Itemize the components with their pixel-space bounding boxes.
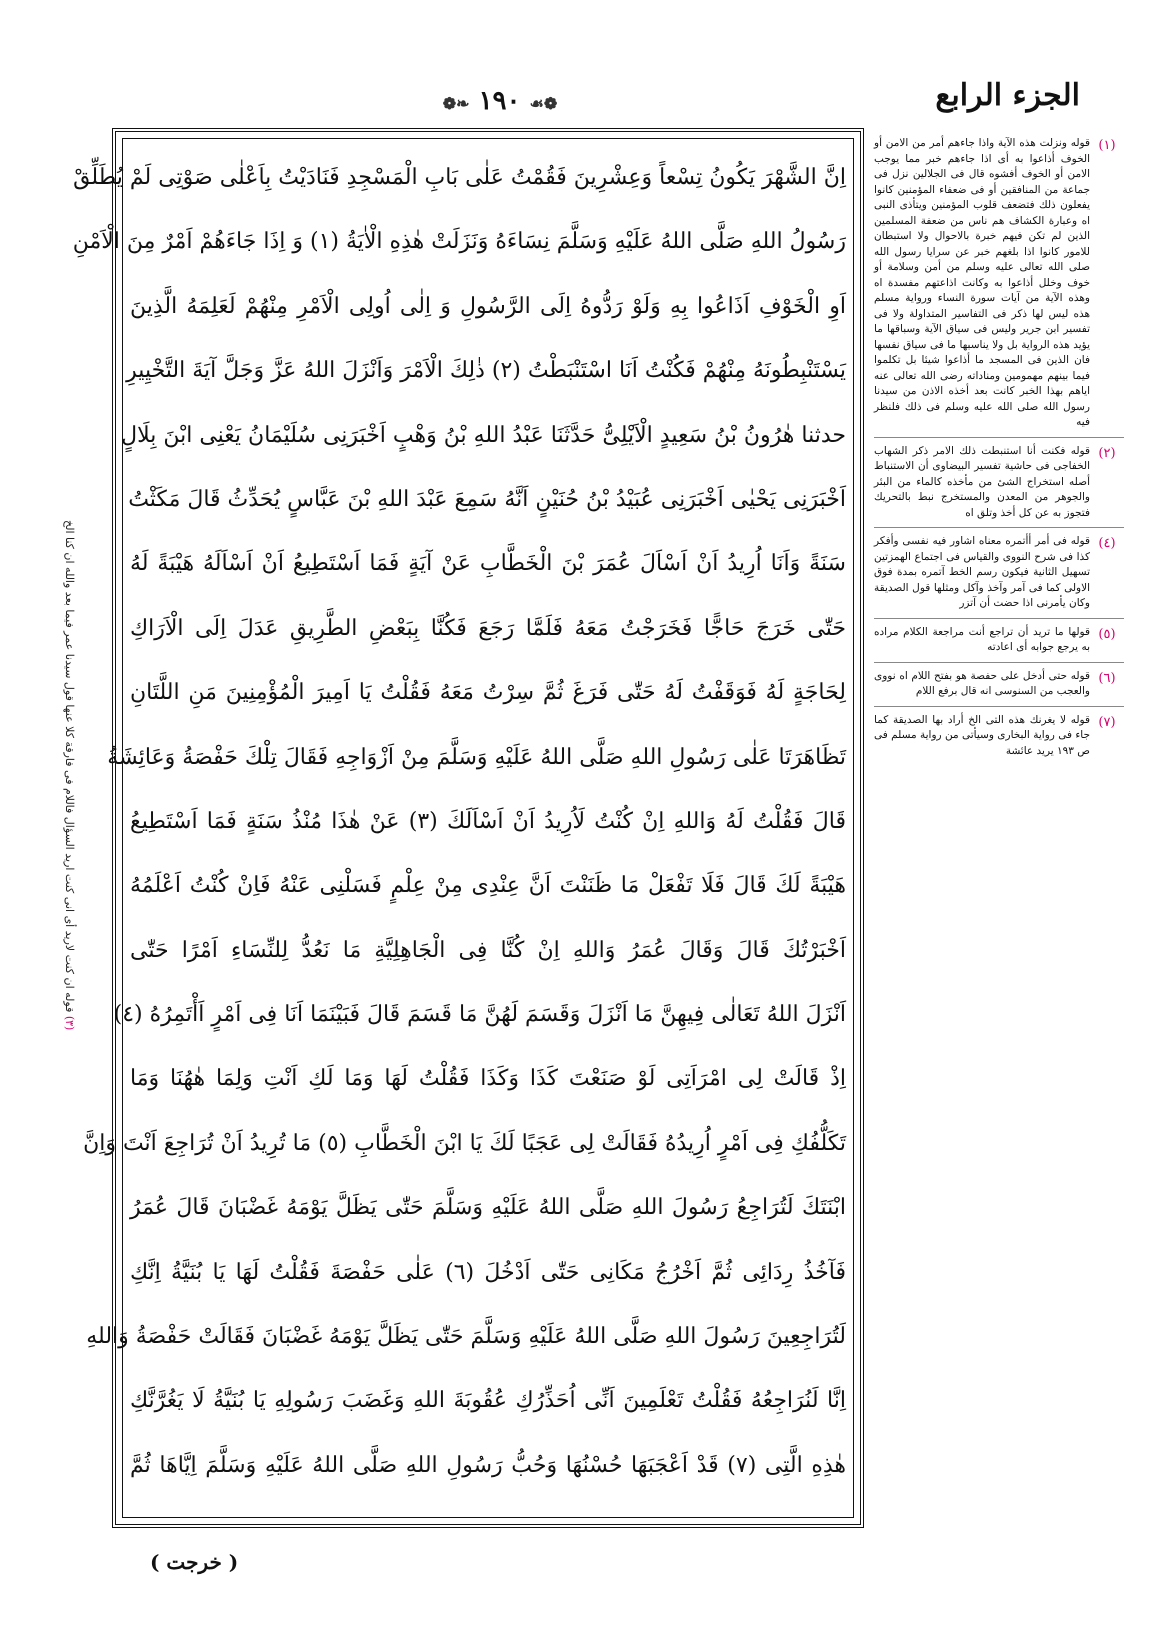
side-note-text: قوله ان كنت لاريد أى انى كنت اريد السؤال فاللام فى فارقة كلا عنها قول سيدنا عمر فيما بعد والله ان كنا الخ [63, 519, 76, 1012]
text-line: هَيْبَةً لَكَ قَالَ فَلَا تَفْعَلْ مَا ظَنَنْتَ اَنَّ عِنْدِى مِنْ عِلْمٍ فَسَلْنِى عَنْهُ فَاِنْ كُنْتُ اَعْلَمُهُ [130, 873, 846, 899]
note-separator [874, 437, 1124, 438]
note-separator [874, 662, 1124, 663]
text-line: تَكَلُّفُكِ فِى اَمْرٍ اُرِيدُهُ فَقَالَتْ لِى عَجَبًا لَكَ يَا ابْنَ الْخَطَّابِ (٥) مَا تُرِيدُ اَنْ تُرَاجِعَ اَنْتَ وَاِنَّ [83, 1130, 846, 1156]
margin-note-text: قوله حتى أدخل على حفصة هو بفتح اللام اه نووى والعجب من السنوسى انه قال برفع اللام [874, 669, 1090, 697]
text-line: لِحَاجَةٍ لَهُ فَوَقَفْتُ لَهُ حَتّٰى فَرَغَ ثُمَّ سِرْتُ مَعَهُ فَقُلْتُ يَا اَمِيرَ الْمُؤْمِنِينَ مَنِ اللَّتَانِ [130, 680, 846, 706]
margin-notes [874, 136, 1124, 1536]
margin-note [874, 713, 1124, 760]
text-line: اِذْ قَالَتْ لِى امْرَاَتِى لَوْ صَنَعْتَ كَذَا وَكَذَا فَقُلْتُ لَهَا وَمَا لَكِ اَنْتِ وَلِمَا هٰهُنَا وَمَا [130, 1066, 846, 1092]
text-line: اِنَّا لَنُرَاجِعُهُ فَقُلْتُ تَعْلَمِينَ اَنِّى اُحَذِّرُكِ عُقُوبَةَ اللهِ وَغَضَبَ رَسُولِهِ يَا بُنَيَّةُ لَا يَغُرَّنَّكِ [130, 1388, 846, 1414]
margin-note [874, 625, 1124, 656]
margin-note-number: (٤) [1098, 536, 1116, 551]
text-line: ابْنَتَكَ لَتُرَاجِعُ رَسُولَ اللهِ صَلَّى اللهُ عَلَيْهِ وَسَلَّمَ حَتّٰى يَظَلَّ يَوْمَهُ غَضْبَانَ قَالَ عُمَرُ [130, 1195, 846, 1221]
text-line: سَنَةً وَاَنَا اُرِيدُ اَنْ اَسْاَلَ عُمَرَ بْنَ الْخَطَّابِ عَنْ آيَةٍ فَمَا اَسْتَطِيعُ اَنْ اَسْاَلَهُ هَيْبَةً لَهُ [130, 551, 846, 577]
page-number-value: ١٩٠ [478, 86, 521, 116]
text-line: حَتّٰى خَرَجَ حَاجًّا فَخَرَجْتُ مَعَهُ فَلَمَّا رَجَعَ فَكُنَّا بِبَعْضِ الطَّرِيقِ عَدَلَ اِلَى الْاَرَاكِ [130, 615, 846, 641]
margin-note-number: (٢) [1098, 445, 1116, 461]
margin-note [874, 669, 1124, 700]
note-separator [874, 706, 1124, 707]
margin-note-text: قوله فى أمر أأتمره معناه اشاور فيه نفسى وأفكر كذا فى شرح النووى والقياس فى اجتماع الهمزتين تسهيل الثانية فيكون رسم الخط آتمره بمدة فوق الاولى كما فى آمر وآخذ وآكل ومثلها قول الصديقة وكان يأمرنى اذا حضت أن آتزر [874, 535, 1090, 609]
main-text-body [72, 146, 846, 1510]
margin-note-number: (١) [1098, 138, 1116, 153]
text-line: حدثنا هٰرُونُ بْنُ سَعِيدٍ الْاَيْلِىُّ حَدَّثَنَا عَبْدُ اللهِ بْنُ وَهْبٍ اَخْبَرَنِى سُلَيْمَانُ يَعْنِى ابْنَ بِلَالٍ [121, 422, 846, 448]
margin-note-number: (٧) [1098, 714, 1116, 730]
margin-note [874, 136, 1124, 431]
text-line: هٰذِهِ الَّتِى (٧) قَدْ اَعْجَبَهَا حُسْنُهَا وَحُبُّ رَسُولِ اللهِ صَلَّى اللهُ عَلَيْهِ وَسَلَّمَ اِيَّاهَا ثُمَّ [130, 1452, 846, 1478]
margin-note-text: قوله ونزلت هذه الآية واذا جاءهم أمر من الامن أو الخوف أذاعوا به أى اذا جاءهم خبر مما يوجب الامن أو الخوف أفشوه قال فى الجلالين نزل فى جماعة من المنافقين أو فى ضعفاء المؤمنين كانوا يفعلون ذلك فتضعف قلوب المؤمنين ويتأذى النبى اه وعبارة الكشاف هم ناس من ضعفة المسلمين الذين لم تكن فيهم خبرة بالاحوال ولا استبطان للامور كانوا اذا بلغهم خبر عن سرايا رسول الله صلى الله تعالى عليه وسلم من أمن وسلامة أو خوف وخلل أذاعوا به وكانت اذاعتهم مفسدة اه وهذه الآية من آيات سورة النساء ورواية مسلم هذه ليس لها ذكر فى التفاسير المتداولة ولا فى تفسير ابن جرير وليس فى سياق الآية وسباقها ما يؤيد هذه الرواية بل ولا يناسبها ما فى سياق نفسها فان الذين فى المسجد ما أذاعوا شيئا بل تكلموا فيما بينهم مهمومين ومناداته رضى الله تعالى عنه اياهم بهذا الخبر كانت بعد أخذه الاذن من سيدنا رسول الله صلى الله عليه وسلم فى ذلك فلنظر فيه [874, 137, 1090, 428]
ornament-right-icon: ☙❁ [529, 94, 558, 113]
text-line: فَآخُذُ رِدَائِى ثُمَّ اَخْرُجُ مَكَانِى حَتّٰى اَدْخُلَ (٦) عَلٰى حَفْصَةَ فَقُلْتُ لَهَا يَا بُنَيَّةُ اِنَّكِ [130, 1259, 846, 1285]
side-note-number: (٣) [63, 1015, 76, 1030]
text-line: تَظَاهَرَتَا عَلٰى رَسُولِ اللهِ صَلَّى اللهُ عَلَيْهِ وَسَلَّمَ مِنْ اَزْوَاجِهِ فَقَالَ تِلْكَ حَفْصَةُ وَعَائِشَةُ [107, 744, 846, 770]
text-line: قَالَ فَقُلْتُ لَهُ وَاللهِ اِنْ كُنْتُ لَاُرِيدُ اَنْ اَسْاَلَكَ (٣) عَنْ هٰذَا مُنْذُ سَنَةٍ فَمَا اَسْتَطِيعُ [130, 808, 846, 834]
part-title: الجزء الرابع [935, 78, 1080, 113]
text-line: اِنَّ الشَّهْرَ يَكُونُ تِسْعاً وَعِشْرِينَ فَقُمْتُ عَلٰى بَابِ الْمَسْجِدِ فَنَادَيْتُ بِاَعْلٰى صَوْتِى لَمْ يُطَلِّقْ [73, 165, 846, 190]
margin-note-text: قوله فكنت أنا استنبطت ذلك الامر ذكر الشهاب الخفاجى فى حاشية تفسير البيضاوى أن الاستنباط أصله استخراج الشئ من مأخذه كالماء من البئر والجوهر من المعدن والمستخرج نبط بالتحريك فتجوز به عن كل أخذ وتلق اه [874, 444, 1090, 519]
note-separator [874, 527, 1124, 528]
margin-note-number: (٥) [1098, 626, 1116, 642]
margin-note-text: قوله لا يغرنك هذه التى الخ أراد بها الصديقة كما جاء فى رواية البخارى وسيأتى من رواية مسلم فى ص ١٩٣ يريد عائشة [874, 713, 1090, 757]
text-line: اَوِ الْخَوْفِ اَذَاعُوا بِهِ وَلَوْ رَدُّوهُ اِلَى الرَّسُولِ وَ اِلٰى اُولِى الْاَمْرِ مِنْهُمْ لَعَلِمَهُ الَّذِينَ [130, 293, 846, 319]
text-line: اَخْبَرَنِى يَحْيٰى اَخْبَرَنِى عُبَيْدُ بْنُ حُنَيْنٍ اَنَّهُ سَمِعَ عَبْدَ اللهِ بْنَ عَبَّاسٍ يُحَدِّثُ قَالَ مَكَثْتُ [128, 486, 846, 512]
text-line: رَسُولُ اللهِ صَلَّى اللهُ عَلَيْهِ وَسَلَّمَ نِسَاءَهُ وَنَزَلَتْ هٰذِهِ الْاٰيَةُ (١) وَ اِذَا جَاءَهُمْ اَمْرٌ مِنَ الْاَمْنِ [72, 229, 846, 255]
page-number [420, 86, 580, 116]
main-text-frame [72, 128, 864, 1528]
margin-note-text: قولها ما تريد أن تراجع أنت مراجعة الكلام مراده به يرجع جوابه أى اعادته [874, 625, 1090, 653]
text-line: اَنْزَلَ اللهُ تَعَالٰى فِيهِنَّ مَا اَنْزَلَ وَقَسَمَ لَهُنَّ مَا قَسَمَ قَالَ فَبَيْنَمَا اَنَا فِى اَمْرٍ اَأْتَمِرُهُ (٤) [113, 1002, 846, 1028]
margin-note-number: (٦) [1098, 670, 1116, 686]
text-line: يَسْتَنْبِطُونَهُ مِنْهُمْ فَكُنْتُ اَنَا اسْتَنْبَطْتُ (٢) ذٰلِكَ الْاَمْرَ وَاَنْزَلَ اللهُ عَزَّ وَجَلَّ آيَةَ التَّخْيِيرِ [126, 358, 846, 384]
text-line: لَتُرَاجِعِينَ رَسُولَ اللهِ صَلَّى اللهُ عَلَيْهِ وَسَلَّمَ حَتّٰى يَظَلَّ يَوْمَهُ غَضْبَانَ فَقَالَتْ حَفْصَةُ وَاللهِ [86, 1324, 846, 1350]
margin-note [874, 444, 1124, 522]
catchword: ( خرجت ) [150, 1550, 239, 1574]
margin-note [874, 534, 1124, 612]
text-line: اَخْبَرْتُكَ قَالَ وَقَالَ عُمَرُ وَاللهِ اِنْ كُنَّا فِى الْجَاهِلِيَّةِ مَا نَعُدُّ لِلنِّسَاءِ اَمْرًا حَتّٰى [130, 937, 846, 963]
side-vertical-note [52, 490, 76, 1030]
ornament-left-icon: ❁❧ [442, 94, 470, 113]
note-separator [874, 618, 1124, 619]
